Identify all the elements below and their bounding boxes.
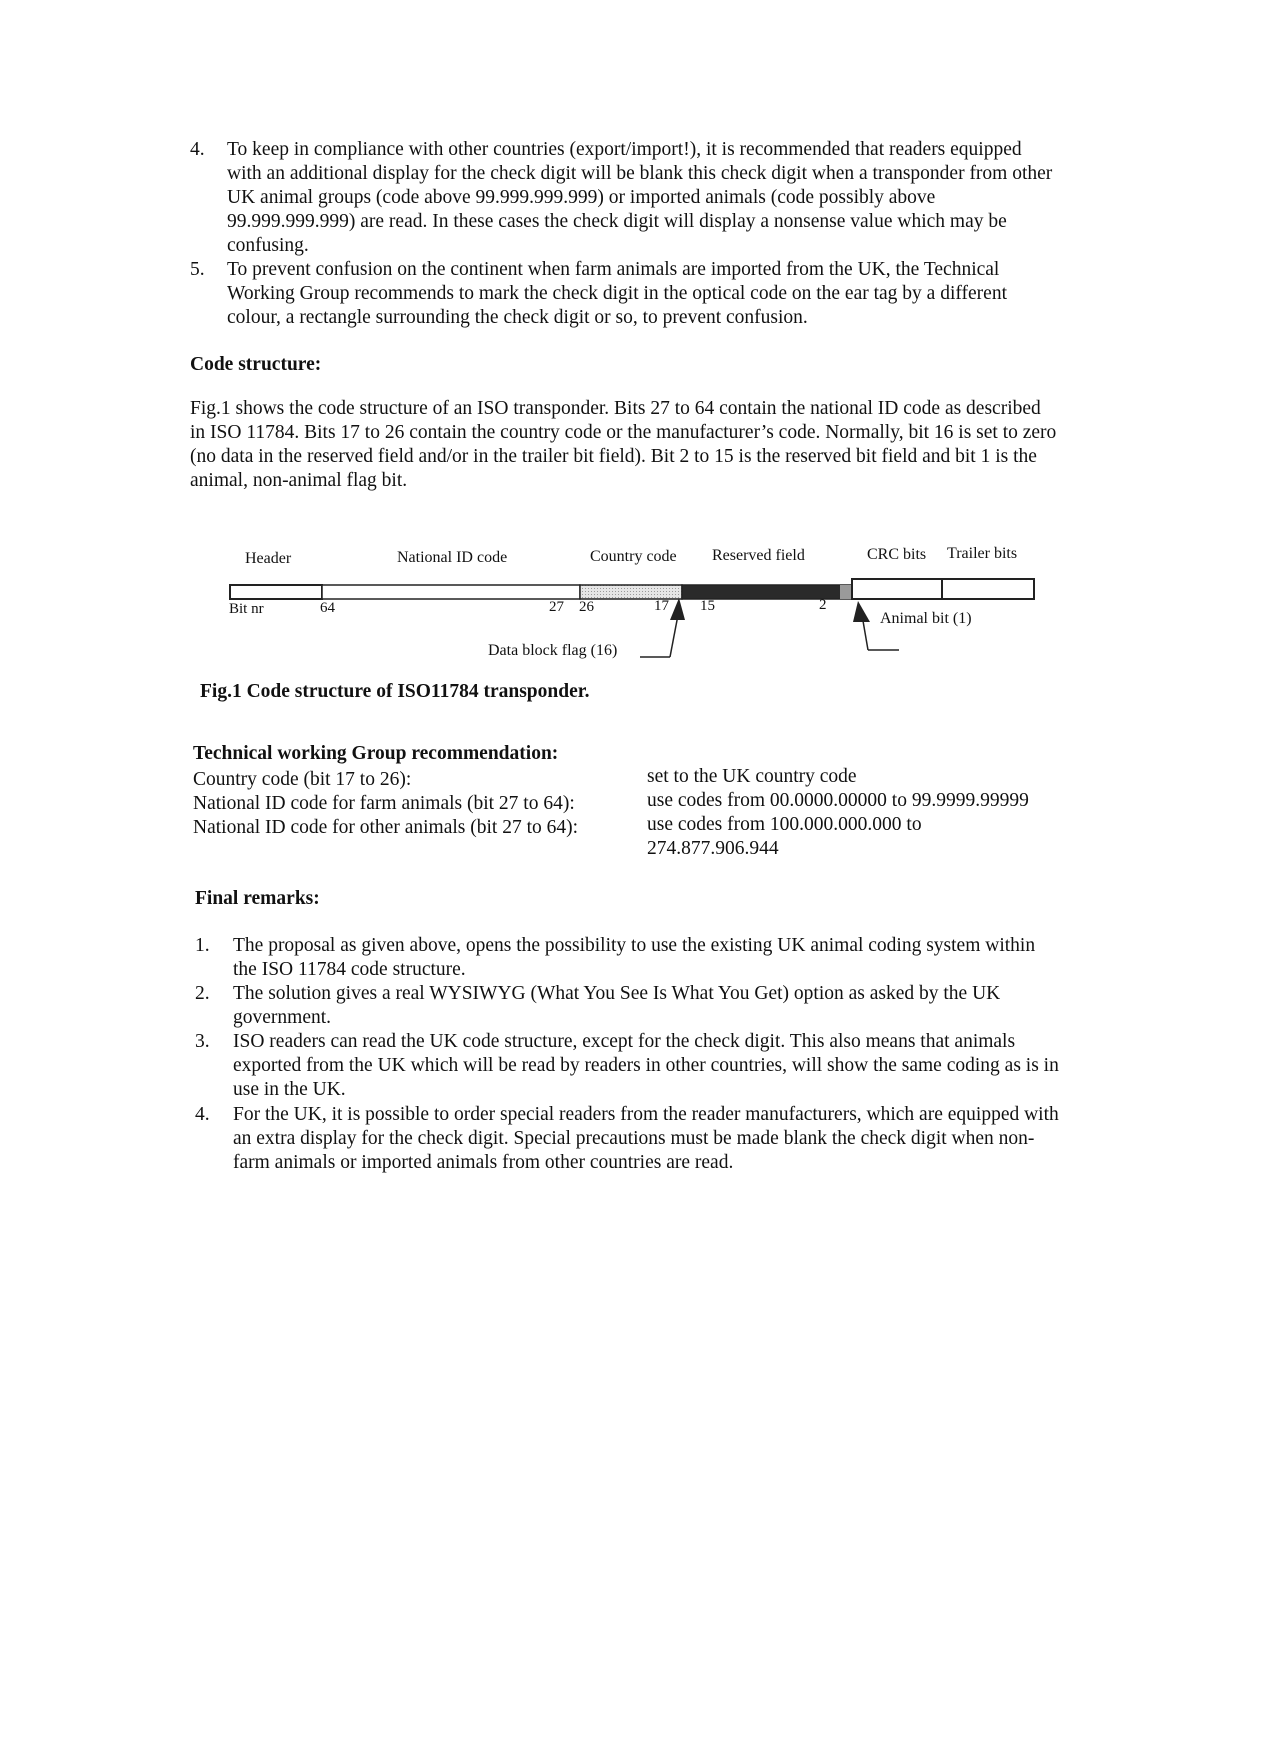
data-block-flag-label: Data block flag (16) — [488, 642, 618, 659]
trailer-segment — [942, 579, 1034, 599]
crc-segment — [852, 579, 942, 599]
bit-label-27: 27 — [549, 599, 564, 615]
label-crc-bits: CRC bits — [867, 546, 927, 563]
label-reserved-field: Reserved field — [712, 547, 805, 564]
label-trailer-bits: Trailer bits — [947, 545, 1018, 562]
label-header: Header — [245, 550, 292, 567]
list-number: 4. — [195, 1104, 210, 1125]
code-structure-paragraph: Fig.1 shows the code structure of an ISO transponder. Bits 27 to 64 contain the national ID code as described in ISO 11784. Bits 17 to 26 contain the country code or the manufacturer’s code. Normally, bit 16 is set to zero (no data in the reserved field and/or in the trailer bit field). Bit 2 to 15 is the reserved bit field and bit 1 is the animal, non-animal flag bit. — [190, 398, 1057, 491]
bit-label-15: 15 — [700, 598, 715, 614]
section-heading-final-remarks: Final remarks: — [195, 888, 320, 909]
list-text: For the UK, it is possible to order special readers from the reader manufacturers, which are equipped with an extra display for the check digit. Special precautions must be made blank the check digit when non-farm animals or imported animals from other countries are read. — [233, 1104, 1059, 1173]
header-segment — [230, 585, 322, 599]
bit-label-26: 26 — [579, 599, 594, 615]
figure-caption: Fig.1 Code structure of ISO11784 transponder. — [200, 681, 590, 702]
list-item — [195, 1103, 1065, 1175]
list-text: ISO readers can read the UK code structure, except for the check digit. This also means that animals exported from the UK which will be read by readers in other countries, will show the same coding as is in use in the UK. — [233, 1031, 1059, 1100]
recommendation-value-continuation: 274.877.906.944 — [647, 838, 779, 859]
label-national-id: National ID code — [397, 549, 508, 566]
recommendation-label: Country code (bit 17 to 26): — [193, 769, 412, 790]
bit-label-17: 17 — [654, 598, 669, 614]
list-text: To prevent confusion on the continent when farm animals are imported from the UK, the Technical Working Group recommends to mark the check digit in the optical code on the ear tag by a different colour, a rectangle surrounding the check digit or so, to prevent confusion. — [227, 259, 1007, 328]
recommendation-value: use codes from 100.000.000.000 to — [647, 814, 922, 835]
bit-label-bit-nr: Bit nr — [229, 601, 264, 617]
bit-label-64: 64 — [320, 600, 335, 616]
list-item — [195, 1030, 1065, 1102]
label-country-code: Country code — [590, 548, 677, 565]
section-heading-code-structure: Code structure: — [190, 354, 322, 375]
list-number: 2. — [195, 983, 210, 1004]
recommendation-label: National ID code for other animals (bit 27 to 64): — [193, 817, 579, 838]
list-item — [195, 934, 1065, 982]
bit-label-2: 2 — [819, 597, 827, 613]
code-structure-diagram — [0, 0, 1275, 700]
recommendation-label: National ID code for farm animals (bit 27 to 64): — [193, 793, 575, 814]
recommendation-value: set to the UK country code — [647, 766, 857, 787]
list-text: The proposal as given above, opens the possibility to use the existing UK animal coding system within the ISO 11784 code structure. — [233, 935, 1036, 980]
list-text: The solution gives a real WYSIWYG (What You See Is What You Get) option as asked by the UK government. — [233, 983, 1001, 1028]
section-heading-recommendation: Technical working Group recommendation: — [193, 743, 559, 764]
reserved-field-segment — [682, 585, 852, 599]
list-number: 1. — [195, 935, 210, 956]
list-item — [195, 982, 1065, 1030]
list-number: 4. — [190, 139, 205, 160]
animal-bit-segment — [840, 585, 852, 599]
list-number: 5. — [190, 259, 205, 280]
list-number: 3. — [195, 1031, 210, 1052]
national-id-segment — [322, 585, 580, 599]
list-text: To keep in compliance with other countries (export/import!), it is recommended that readers equipped with an additional display for the check digit will be blank this check digit when a transponder from other UK animal groups (code above 99.999.999.999) or imported animals (code possibly above 99.999.999.999) are read. In these cases the check digit will display a nonsense value which may be confusing. — [227, 139, 1053, 256]
country-code-segment — [580, 585, 682, 599]
recommendation-value: use codes from 00.0000.00000 to 99.9999.99999 — [647, 790, 1029, 811]
animal-bit-label: Animal bit (1) — [880, 610, 972, 627]
